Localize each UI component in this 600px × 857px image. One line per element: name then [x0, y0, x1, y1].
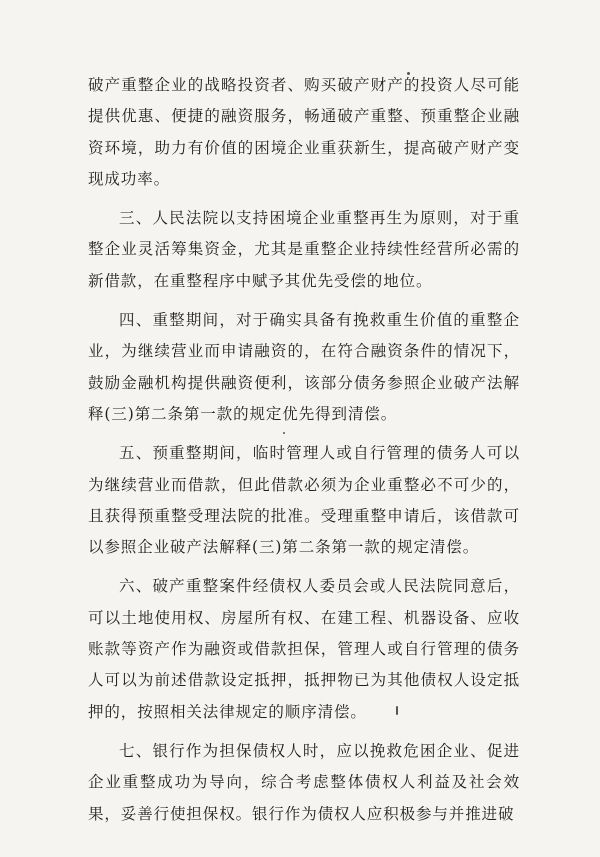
paragraph-item-4: 四、重整期间，对于确实具备有挽救重生价值的重整企业，为继续营业而申请融资的，在符合融资条件的情况下，鼓励金融机构提供融资便利，该部分债务参照企业破产法解释(三)第二条第一款的规定优先得到清偿。 — [88, 311, 520, 423]
paragraph-item-3: 三、人民法院以支持困境企业重整再生为原则，对于重整企业灵活筹集资金，尤其是重整企业持续性经营所必需的新借款，在重整程序中赋予其优先受偿的地位。 — [88, 209, 520, 290]
paragraph-item-5: 五、预重整期间，临时管理人或自行管理的债务人可以为继续营业而借款，但此借款必须为企业重整必不可少的，且获得预重整受理法院的批准。受理重整申请后，该借款可以参照企业破产法解释(三)第二条第一款的规定清偿。 — [88, 444, 520, 557]
scan-speck — [283, 432, 285, 434]
scan-speck — [396, 706, 398, 715]
paragraph-item-6: 六、破产重整案件经债权人委员会或人民法院同意后，可以土地使用权、房屋所有权、在建工程、机器设备、应收账款等资产作为融资或借款担保，管理人或自行管理的债务人可以为前述借款设定抵押，抵押物已为其他债权人设定抵押的，按照相关法律规定的顺序清偿。 — [88, 577, 520, 721]
scan-speck — [407, 72, 410, 75]
paragraph-continuation: 破产重整企业的战略投资者、购买破产财产的投资人尽可能提供优惠、便捷的融资服务，畅通破产重整、预重整企业融资环境，助力有价值的困境企业重获新生，提高破产财产变现成功率。 — [88, 76, 520, 188]
paragraph-item-7: 七、银行作为担保债权人时，应以挽救危困企业、促进企业重整成功为导向，综合考虑整体债权人利益及社会效果，妥善行使担保权。银行作为债权人应积极参与并推进破 — [88, 741, 520, 823]
